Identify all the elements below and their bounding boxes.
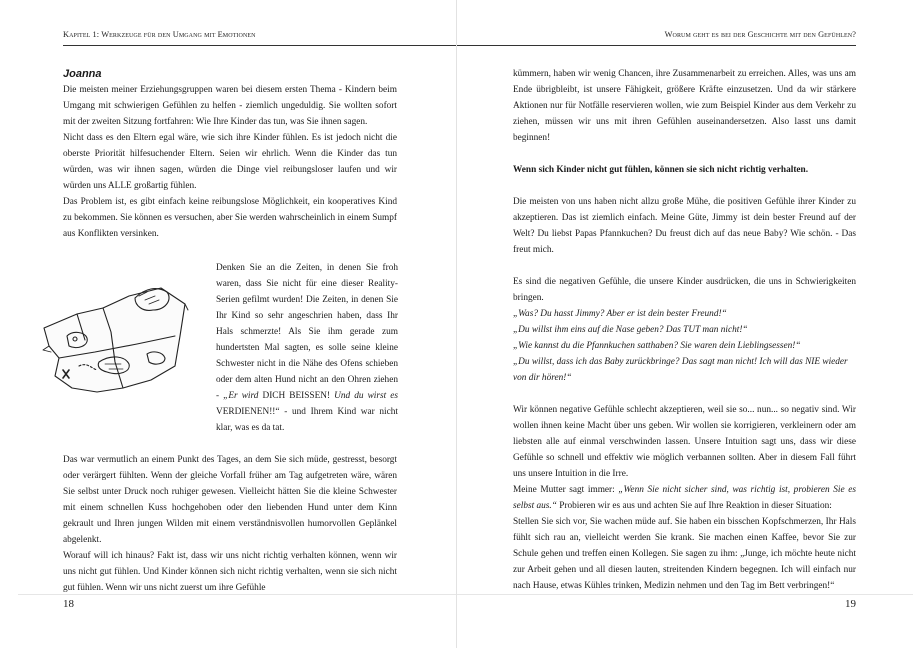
wrap-text-caps: VERDIENEN!!	[216, 407, 276, 417]
bold-statement: Wenn sich Kinder nicht gut fühlen, können sie sich nicht richtig verhalten.	[513, 165, 809, 175]
paragraph: Das Problem ist, es gibt einfach keine reibungslose Möglichkeit, ein kooperatives Kind zu bekommen. Sie können es versuchen, aber Sie werden wahrscheinlich in einem Sumpf aus Konflikten versinken.	[63, 197, 397, 239]
wrap-text-italic: Und du wirst es	[330, 391, 399, 401]
treasure-map-icon	[39, 266, 189, 396]
paragraph	[513, 482, 856, 514]
paragraph: Die meisten von uns haben nicht allzu große Mühe, die positiven Gefühle ihrer Kinder zu akzeptieren. Das ist ziemlich einfach. Meine Güte, Jimmy ist dein bester Freund auf der Welt? Du liebst Papas Pfannkuchen? Du freust dich auf das neue Baby? Wie schön. - Das freut mich.	[513, 197, 856, 255]
italic-quote: „Wenn Sie nicht sicher sind, was richtig ist, probieren Sie es selbst aus.“	[513, 485, 856, 511]
wrap-text-end: “ - und Ihrem Kind war nicht klar, was es da tat.	[216, 407, 398, 433]
page-number-left: 18	[63, 598, 74, 610]
left-page	[0, 0, 456, 648]
wrap-paragraph	[216, 260, 398, 436]
right-page	[457, 0, 913, 648]
footer-rule-right	[457, 594, 913, 595]
paragraph: Das war vermutlich an einem Punkt des Tages, an dem Sie sich müde, gestresst, besorgt oder verärgert fühlten. Wenn der gleiche Vorfall früher am Tag aufgetreten wäre, wären Sie selbst unter Druck noch ruhiger gewesen. Vielleicht hätten Sie die kleine Schwester mit einem schnellen Kuss hochgehoben oder den liebenden Hund unter dem Kinn gekrault und Ihren jungen Wilden mit einem verständnisvollen humorvollen Geplänkel abgelenkt.	[63, 455, 397, 545]
quote-line: „Was? Du hasst Jimmy? Aber er ist dein bester Freund!“	[513, 309, 727, 319]
text-part: Meine Mutter sagt immer:	[513, 485, 619, 495]
quote-line: „Du willst ihm eins auf die Nase geben? Das TUT man nicht!“	[513, 325, 748, 335]
wrap-text-caps: DICH BEISSEN!	[262, 391, 331, 401]
page-number-right: 19	[845, 598, 856, 610]
paragraph: Die meisten meiner Erziehungsgruppen waren bei diesem ersten Thema - Kindern beim Umgang mit schwierigen Gefühlen zu helfen - ziemlich ungeduldig. Sie wollten sofort mit der zweiten Sitzung fortfahren: Wie Ihre Kinder das tun, was Sie ihnen sagen.	[63, 85, 397, 127]
text-part: Probieren wir es aus und achten Sie auf Ihre Reaktion in dieser Situation:	[556, 501, 832, 511]
paragraph: Wir können negative Gefühle schlecht akzeptieren, weil sie so... nun... so negativ sind. Wir wollen ihnen keine Macht über uns geben. Wir wollen sie korrigieren, verkleinern oder am liebsten alle auf einmal verschwinden lassen. Unsere Intuition sagt uns, dass wir diese Gefühle so schnell und effektiv wie möglich verbannen sollten. Aber in diesem Fall führt uns unsere Intuition in die Irre.	[513, 405, 856, 479]
paragraph: Stellen Sie sich vor, Sie wachen müde auf. Sie haben ein bisschen Kopfschmerzen, Ihr Hals fühlt sich rau an, vielleicht werden Sie krank. Sie machen einen Kaffee, bevor Sie zur Schule gehen und treffen einen Kollegen. Sie sagen zu ihm: „Junge, ich möchte heute nicht zur Arbeit gehen und all diesen lauten, streitenden Kindern begegnen. Ich will einfach nur nach Hause, etwas Kühles trinken, Medizin nehmen und den Tag im Bett verbringen!“	[513, 517, 856, 591]
quote-line: „Du willst, dass ich das Baby zurückbringe? Das sagt man nicht! Ich will das NIE wieder von dir hören!“	[513, 357, 848, 383]
header-rule-right	[457, 45, 856, 46]
right-page-body	[513, 66, 856, 594]
running-head-right: Worum geht es bei der Geschichte mit den Gefühlen?	[664, 30, 856, 39]
quote-line: „Wie kannst du die Pfannkuchen satthaben? Sie waren dein Lieblingsessen!“	[513, 341, 801, 351]
wrap-text-italic: „Er wird	[223, 391, 263, 401]
header-rule-left	[63, 45, 456, 46]
section-heading: Joanna	[63, 68, 102, 80]
paragraph: Worauf will ich hinaus? Fakt ist, dass wir uns nicht richtig verhalten können, wenn wir uns nicht gut fühlen. Und Kinder können sich nicht richtig verhalten, wenn sie sich nicht gut fühlen. Wenn wir uns nicht zuerst um ihre Gefühle	[63, 551, 397, 593]
paragraph: Es sind die negativen Gefühle, die unsere Kinder ausdrücken, die uns in Schwierigkeiten bringen.	[513, 277, 856, 303]
left-page-body	[63, 66, 397, 596]
figure-wrap-block	[63, 260, 397, 452]
quote-list	[513, 306, 856, 386]
footer-rule-left	[18, 594, 456, 595]
paragraph: Nicht dass es den Eltern egal wäre, wie sich ihre Kinder fühlen. Es ist jedoch nicht die oberste Priorität hilfesuchender Eltern. Seien wir ehrlich. Wenn die Kinder das tun würden, was wir ihnen sagen, würden die Dinge viel reibungsloser laufen und wir würden uns ALLE großartig fühlen.	[63, 133, 397, 191]
running-head-left: Kapitel 1: Werkzeuge für den Umgang mit Emotionen	[63, 30, 256, 39]
paragraph: kümmern, haben wir wenig Chancen, ihre Zusammenarbeit zu erreichen. Alles, was uns am Ende übrigbleibt, ist unsere Fähigkeit, größere Kräfte einzusetzen. Und da wir stärkere Aktionen nur für Notfälle reservieren wollen, wie zum Beispiel Kinder aus dem Verkehr zu ziehen, müssen wir uns mit ihren Gefühlen auseinandersetzen. Also lasst uns damit beginnen!	[513, 69, 856, 143]
wrap-text-part: Denken Sie an die Zeiten, in denen Sie froh waren, dass Sie nicht für eine dieser Reality-Serien gefilmt wurden! Die Zeiten, in denen Sie Ihr Kind so sehr angeschrien haben, dass Ihr Hals schmerzte! Als Sie ihm gerade zum hundertsten Mal sagten, es solle seine kleine Schwester nicht in die Nähe des Ofens schieben oder dem alten Hund nicht an den Ohren ziehen -	[216, 263, 398, 401]
